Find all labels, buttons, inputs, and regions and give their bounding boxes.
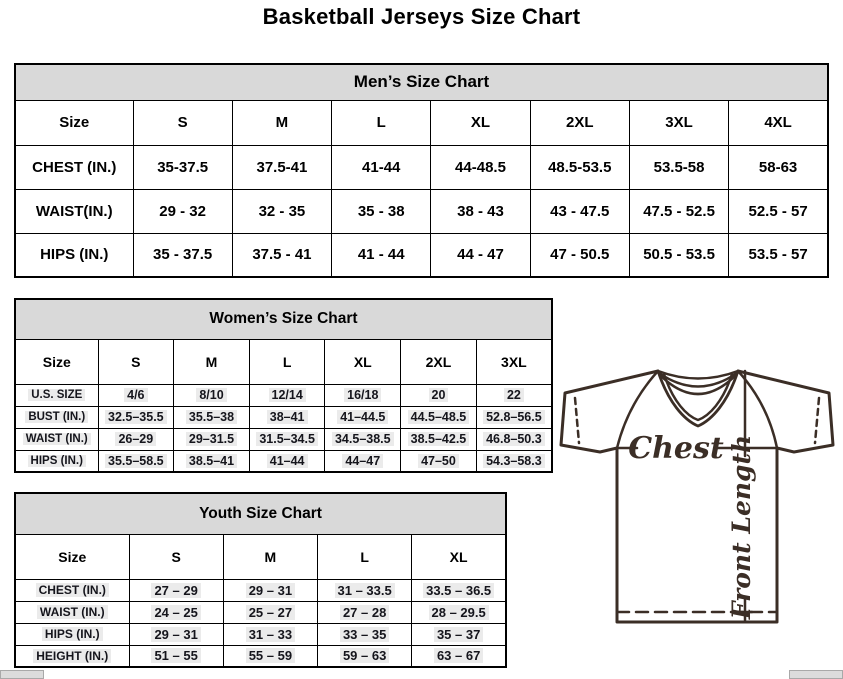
table-cell [129,579,223,601]
cell-value: 29 – 31 [151,627,200,642]
cell-value: 38.5–42.5 [408,432,470,446]
column-header: 4XL [729,100,828,145]
row-label [15,623,129,645]
row-label [15,579,129,601]
row-label: WAIST(IN.) [15,189,133,233]
table-cell [318,623,412,645]
scrollbar-fragment-right[interactable] [789,670,843,679]
table-cell: 53.5 - 57 [729,233,828,277]
column-header: 3XL [476,339,552,384]
table-cell [249,450,325,472]
table-cell [223,623,317,645]
column-header: Size [15,534,129,579]
table-cell [325,384,401,406]
column-header: 3XL [629,100,728,145]
table-cell [476,428,552,450]
table-header-row [15,534,506,579]
table-cell: 50.5 - 53.5 [629,233,728,277]
table-row [15,450,552,472]
table-caption-row [15,64,828,100]
table-cell: 44 - 47 [431,233,530,277]
cell-value: 35.5–38 [186,410,237,424]
cell-value: 31 – 33 [246,627,295,642]
table-cell: 32 - 35 [232,189,331,233]
scrollbar-fragment-left[interactable] [0,670,44,679]
cell-value: 35 – 37 [434,627,483,642]
table-row [15,623,506,645]
cell-value: 63 – 67 [434,648,483,663]
cell-value: 31 – 33.5 [335,583,395,598]
cell-value: 35.5–58.5 [105,454,167,468]
cell-value: 54.3–58.3 [483,454,545,468]
table-cell [98,406,174,428]
column-header: Size [15,339,98,384]
chest-label: Chest [628,431,724,466]
table-row [15,384,552,406]
table-cell [476,450,552,472]
cell-value: 52.8–56.5 [483,410,545,424]
cell-value: 29 – 31 [246,583,295,598]
cell-value: 32.5–35.5 [105,410,167,424]
table-cell: 52.5 - 57 [729,189,828,233]
mens-size-table [14,63,829,278]
cell-value: 20 [429,388,449,402]
table-cell [98,384,174,406]
table-cell: 35 - 37.5 [133,233,232,277]
table-cell [401,428,477,450]
table-cell [401,406,477,428]
womens-size-table [14,298,553,473]
cell-value: 59 – 63 [340,648,389,663]
jersey-outline [561,371,833,622]
table-cell [223,601,317,623]
cell-value: 27 – 28 [340,605,389,620]
table-header-row [15,100,828,145]
table-cell [325,428,401,450]
table-cell [401,450,477,472]
row-label-text: HIPS (IN.) [28,455,86,467]
table-cell [318,601,412,623]
column-header: L [318,534,412,579]
cell-value: 51 – 55 [151,648,200,663]
table-title: Women’s Size Chart [15,299,552,339]
table-cell [249,384,325,406]
row-label: HIPS (IN.) [15,233,133,277]
table-row [15,406,552,428]
cell-value: 16/18 [344,388,381,402]
table-caption-row [15,299,552,339]
table-cell [249,428,325,450]
table-cell [174,406,250,428]
table-cell [129,601,223,623]
youth-size-chart-section [14,492,507,668]
table-cell [129,645,223,667]
table-cell [412,645,506,667]
table-cell: 53.5-58 [629,145,728,189]
table-cell [174,384,250,406]
table-cell [325,450,401,472]
table-cell [98,428,174,450]
cell-value: 25 – 27 [246,605,295,620]
cell-value: 38.5–41 [186,454,237,468]
cuff-dash-right [815,398,819,443]
table-row [15,189,828,233]
row-label [15,384,98,406]
column-header: XL [325,339,401,384]
row-label-text: U.S. SIZE [28,389,85,401]
table-cell: 48.5-53.5 [530,145,629,189]
table-cell: 41 - 44 [332,233,431,277]
table-cell: 47.5 - 52.5 [629,189,728,233]
front-length-label: Front Length [727,434,756,620]
mens-size-chart-section [14,63,829,276]
column-header: 2XL [530,100,629,145]
row-label: CHEST (IN.) [15,145,133,189]
jersey-measurement-diagram [556,360,842,632]
cell-value: 26–29 [115,432,156,446]
table-row [15,145,828,189]
table-cell: 38 - 43 [431,189,530,233]
row-label [15,428,98,450]
table-row [15,645,506,667]
column-header: M [174,339,250,384]
row-label-text: BUST (IN.) [25,411,88,423]
column-header: M [232,100,331,145]
cell-value: 24 – 25 [151,605,200,620]
table-cell [223,645,317,667]
cell-value: 46.8–50.3 [483,432,545,446]
page-title: Basketball Jerseys Size Chart [262,4,581,29]
cell-value: 28 – 29.5 [429,605,489,620]
row-label [15,406,98,428]
table-cell: 37.5-41 [232,145,331,189]
table-cell [476,384,552,406]
row-label [15,645,129,667]
table-cell [129,623,223,645]
cell-value: 31.5–34.5 [256,432,318,446]
table-cell [412,579,506,601]
column-header: M [223,534,317,579]
cell-value: 8/10 [196,388,226,402]
table-cell: 35 - 38 [332,189,431,233]
cell-value: 41–44 [267,454,308,468]
row-label-text: WAIST (IN.) [37,605,108,619]
table-cell [401,384,477,406]
table-caption-row [15,493,506,534]
cell-value: 41–44.5 [337,410,388,424]
cell-value: 38–41 [267,410,308,424]
cell-value: 34.5–38.5 [332,432,394,446]
table-cell [174,450,250,472]
table-cell: 41-44 [332,145,431,189]
cell-value: 44–47 [342,454,383,468]
table-cell [318,579,412,601]
table-cell: 47 - 50.5 [530,233,629,277]
column-header: XL [431,100,530,145]
column-header: L [332,100,431,145]
table-cell [174,428,250,450]
row-label [15,601,129,623]
cell-value: 55 – 59 [246,648,295,663]
collar-back-curve [658,371,738,379]
row-label-text: CHEST (IN.) [36,583,109,597]
cell-value: 22 [504,388,524,402]
table-title: Men’s Size Chart [15,64,828,100]
table-cell: 35-37.5 [133,145,232,189]
cell-value: 33.5 – 36.5 [423,583,494,598]
column-header: S [133,100,232,145]
cuff-dash-left [575,398,579,443]
cell-value: 27 – 29 [151,583,200,598]
table-cell [223,579,317,601]
column-header: S [129,534,223,579]
column-header: L [249,339,325,384]
table-title: Youth Size Chart [15,493,506,534]
table-row [15,428,552,450]
table-cell [476,406,552,428]
table-row [15,579,506,601]
table-cell [412,601,506,623]
table-cell [325,406,401,428]
table-cell: 58-63 [729,145,828,189]
cell-value: 47–50 [418,454,459,468]
cell-value: 29–31.5 [186,432,237,446]
table-cell: 44-48.5 [431,145,530,189]
table-cell [98,450,174,472]
column-header: S [98,339,174,384]
table-cell: 43 - 47.5 [530,189,629,233]
table-cell [412,623,506,645]
cell-value: 44.5–48.5 [408,410,470,424]
column-header: XL [412,534,506,579]
column-header: 2XL [401,339,477,384]
table-cell: 37.5 - 41 [232,233,331,277]
row-label-text: HIPS (IN.) [42,627,103,641]
table-row [15,233,828,277]
youth-size-table [14,492,507,668]
table-row [15,601,506,623]
row-label-text: WAIST (IN.) [23,433,91,445]
cell-value: 12/14 [269,388,306,402]
womens-size-chart-section [14,298,553,472]
row-label [15,450,98,472]
table-cell [318,645,412,667]
table-cell: 29 - 32 [133,189,232,233]
cell-value: 33 – 35 [340,627,389,642]
table-cell [249,406,325,428]
row-label-text: HEIGHT (IN.) [33,649,111,663]
cell-value: 4/6 [124,388,147,402]
table-header-row [15,339,552,384]
column-header: Size [15,100,133,145]
